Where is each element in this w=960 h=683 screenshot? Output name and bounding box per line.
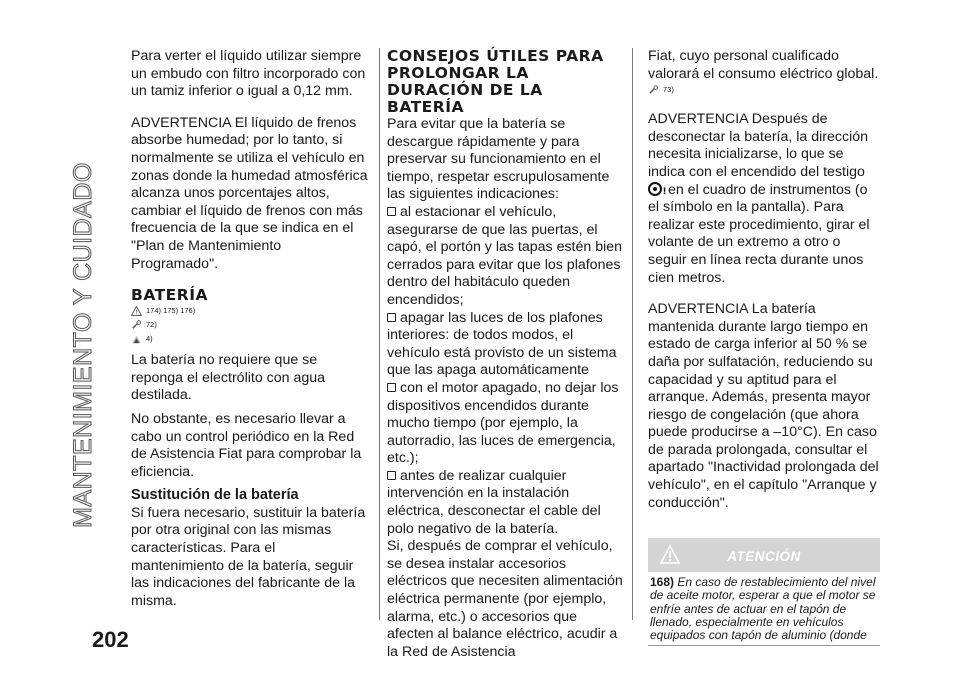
attention-box (648, 538, 880, 646)
attention-number: 168) (650, 575, 675, 590)
section-side-title: MANTENIMIENTO Y CUIDADO (69, 162, 97, 528)
wrench-icon (648, 85, 659, 95)
column-1 (131, 48, 371, 610)
list-item: antes de realizar cualquier intervención en la instalación eléctrica, desconectar el cable del polo negativo de la batería. (387, 467, 601, 537)
warning-triangle-icon (131, 306, 142, 316)
paragraph: Si fuera necesario, sustituir la batería por otra original con las mismas características. Para el mantenimiento de la batería, seguir las indicaciones del fabricante de la misma. (131, 504, 366, 609)
list-item: con el motor apagado, no dejar los dispositivos encendidos durante mucho tiempo (por ejemplo, la autorradio, las luces de emergencia, etc.); (387, 379, 619, 467)
section-heading: CONSEJOS ÚTILES PARA PROLONGAR LA DURACIÓN DE LA BATERÍA (387, 47, 604, 116)
reference-numbers: 72) (146, 320, 157, 330)
paragraph: La batería no requiere que se reponga el electrólito con agua destilada. (131, 352, 326, 404)
attention-title: ATENCIÓN (727, 549, 801, 565)
warning-paragraph: ADVERTENCIA La batería mantenida durante largo tiempo en estado de carga inferior al 50 % se daña por sulfatación, reduciendo su capacidad y su aptitud para el arranque. Además, presenta mayor riesgo de congelación (que ahora puede producirse a –10°C). En caso de parada prolongada, consultar el apartado "Inactividad prolongada del vehículo", en el capítulo "Arranque y conducción". (648, 301, 879, 511)
reference-row (131, 318, 371, 332)
column-2 (387, 48, 623, 661)
warning-paragraph: ADVERTENCIA El líquido de frenos absorbe humedad; por lo tanto, si normalmente se utiliza el vehículo en zonas donde la humedad atmosférica alcanza unos porcentajes altos, cambiar el líquido de frenos con más frecuencia de la que se indica en el "Plan de Mantenimiento Programado". (131, 114, 368, 272)
bullet-icon (387, 313, 396, 322)
list-item: apagar las luces de los plafones interiores: de todos modos, el vehículo está provisto de un sistema que las apaga automáticamente (387, 309, 617, 379)
bullet-icon (387, 471, 396, 480)
bullet-icon (387, 383, 396, 392)
paragraph: Si, después de comprar el vehículo, se desea instalar accesorios eléctricos que necesiten alimentación eléctrica permanente (por ejemplo, alarma, etc.) o accesorios que afecten al balance eléctrico, acudir a la Red de Asistencia (387, 538, 623, 660)
environment-icon (131, 334, 142, 344)
paragraph: Para evitar que la batería se descargue rápidamente y para preservar su funcionamiento en el tiempo, respetar escrupulosamente las siguientes indicaciones: (387, 116, 610, 203)
subsection-heading: Sustitución de la batería (131, 487, 299, 504)
steering-warning-icon (648, 182, 667, 197)
paragraph: Para verter el líquido utilizar siempre un embudo con filtro incorporado con un tamiz inferior o igual a 0,12 mm. (131, 48, 366, 100)
reference-row (648, 83, 880, 97)
paragraph: Fiat, cuyo personal cualificado valorará el consumo eléctrico global. (648, 48, 879, 82)
wrench-icon (131, 320, 142, 330)
page-number: 202 (92, 627, 129, 652)
column-divider (379, 48, 380, 620)
list-item: al estacionar el vehículo, asegurarse de que las puertas, el capó, el portón y las tapas estén bien cerrados para evitar que los plafones dentro del habitáculo queden encendidos; (387, 203, 623, 308)
reference-row (131, 332, 371, 346)
attention-header (648, 538, 880, 572)
column-divider (632, 48, 633, 620)
reference-numbers: 4) (146, 334, 153, 344)
reference-numbers: 174) 175) 176) (146, 306, 196, 316)
paragraph: No obstante, es necesario llevar a cabo un control periódico en la Red de Asistencia Fiat para comprobar la eficiencia. (131, 410, 362, 480)
bullet-icon (387, 207, 396, 216)
column-3 (648, 48, 880, 646)
reference-numbers: 73) (663, 85, 674, 95)
warning-paragraph: ADVERTENCIA Después de desconectar la batería, la dirección necesita inicializarse, lo que se indica con el encendido del testigo ! en el cuadro de instrumentos (o el símbolo en la pantalla). Para realizar este procedimiento, girar el volante de un extremo a otro o seguir en línea recta durante unos cien metros. (648, 111, 870, 286)
attention-text: 168) En caso de restablecimiento del nivel de aceite motor, esperar a que el motor se enfríe antes de actuar en el tapón de llenado, especialmente en vehículos equipados con tapón de aluminio (donde (648, 572, 880, 646)
reference-row (131, 304, 371, 318)
svg-text:!: ! (135, 309, 138, 317)
section-heading: BATERÍA (131, 286, 208, 305)
svg-text:!: ! (662, 186, 667, 197)
